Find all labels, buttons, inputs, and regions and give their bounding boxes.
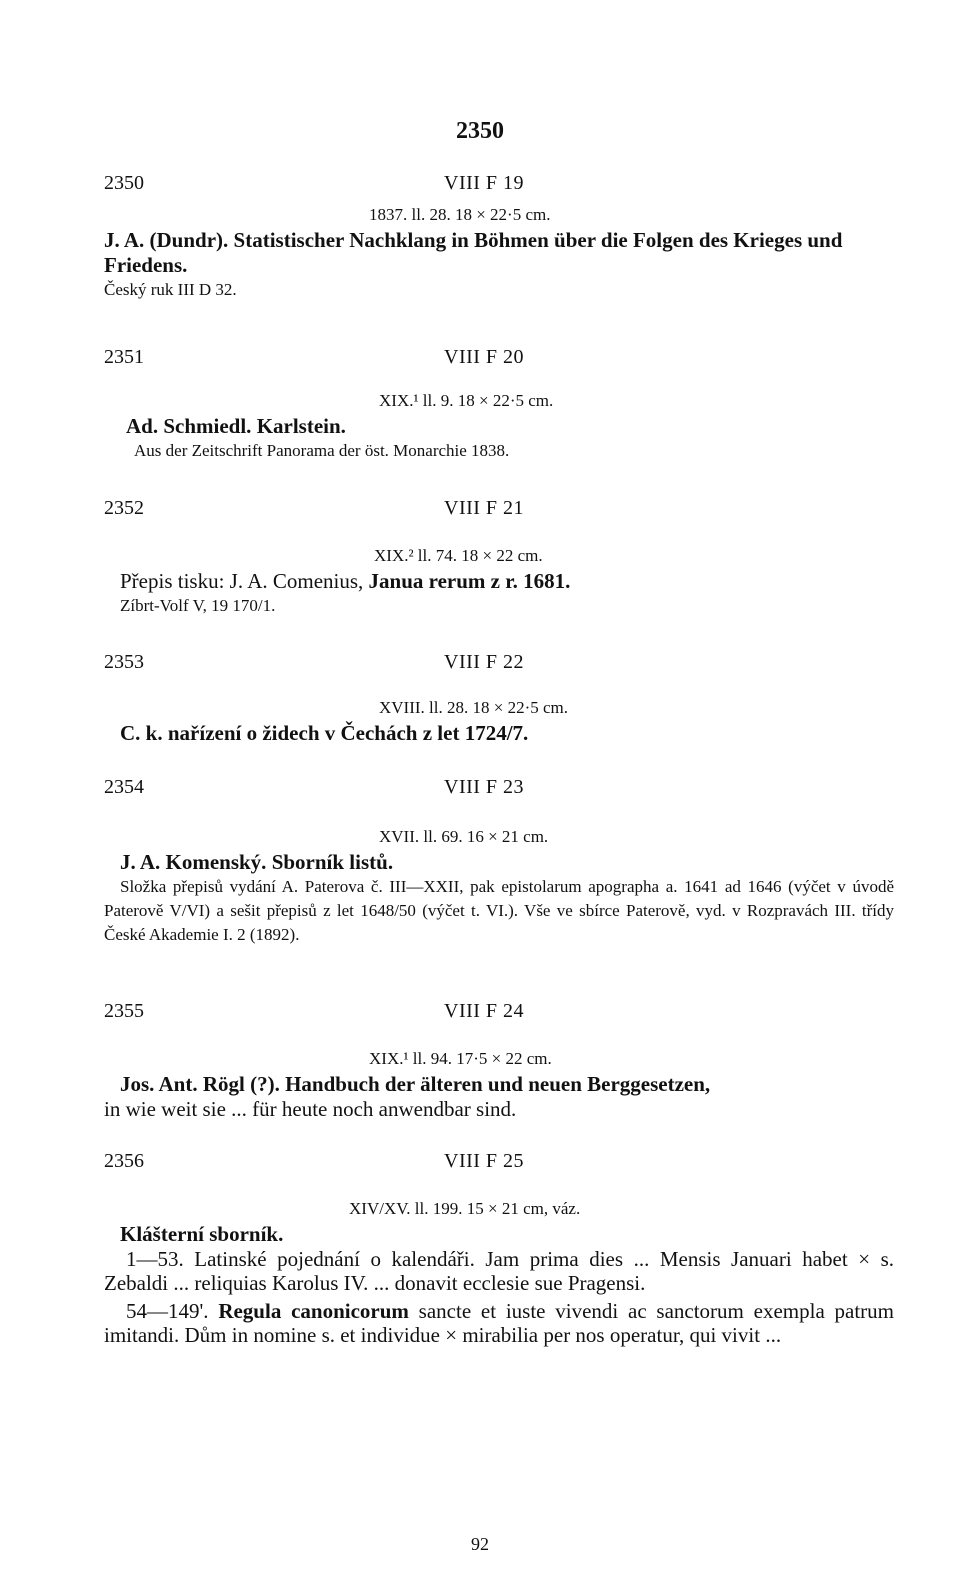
entry-author: J. A. Komenský. [120,850,267,874]
physical-description: XIV/XV. ll. 199. 15 × 21 cm, váz. [349,1199,581,1218]
catalog-entry-2351 [104,346,894,463]
shelf-signature: VIII F 22 [444,651,525,673]
physical-description: XIX.¹ ll. 9. 18 × 22·5 cm. [379,391,554,410]
entry-note: Složka přepisů vydání A. Paterova č. III—XXII, pak epistolarum apographa a. 1641 ad 1646 (výčet v úvodě Paterově V/VI) a sešit přepisů z let 1648/50 (výčet t. VI.). Vše ve sbírce Paterově, vyd. v Rozpravách III. třídy České Akademie I. 2 (1892). [104,877,894,944]
content-paragraph [104,1247,894,1295]
entry-author: Ad. Schmiedl. [126,414,252,438]
catalog-entry-2353 [104,651,894,746]
page-header: 2350 [456,118,504,144]
entry-title-text: Handbuch der älteren und neuen Berggesetzen, [285,1072,711,1096]
shelf-signature: VIII F 19 [444,172,525,194]
entry-title-text: Sborník listů. [271,850,394,874]
entry-number: 2350 [104,172,144,194]
catalog-entry-2354 [104,776,894,947]
content-paragraph [104,1299,894,1347]
entry-note: Český ruk III D 32. [104,280,237,299]
entry-title [120,850,894,875]
entry-number: 2351 [104,346,144,368]
entry-author: Klášterní sborník. [120,1222,284,1246]
entry-note: Zíbrt-Volf V, 19 170/1. [120,596,276,615]
entry-number: 2353 [104,651,144,673]
entry-title [120,569,894,594]
entry-title-text: Karlstein. [256,414,346,438]
entry-number: 2356 [104,1150,144,1172]
paragraph-text: sancte et iuste vivendi ac sanctorum exempla patrum imitandi. Dům in nomine s. et individue × mirabilia per nos operatur, qui vivit ... [104,1299,895,1347]
entry-author: J. A. (Dundr). [104,228,229,252]
entry-author: C. k. [120,721,163,745]
folio-range: 1—53. [126,1247,184,1271]
shelf-signature: VIII F 24 [444,1000,525,1022]
physical-description: XIX.¹ ll. 94. 17·5 × 22 cm. [369,1049,552,1068]
paragraph-text: Latinské pojednání o kalendáři. Jam prima dies ... Mensis Januari habet × s. Zebaldi ... reliquias Karolus IV. ... donavit ecclesie sue Pragensi. [104,1247,894,1295]
page-number: 92 [471,1534,489,1554]
physical-description: 1837. ll. 28. 18 × 22·5 cm. [369,205,551,224]
shelf-signature: VIII F 23 [444,776,525,798]
entry-title-text: nařízení o židech v Čechách z let 1724/7. [167,721,529,745]
entry-title [126,414,894,439]
paragraph-bold-text: Regula canonicorum [218,1299,409,1323]
entry-title-text: Statistischer Nachklang in Böhmen über die Folgen des Krieges und Friedens. [104,228,843,277]
entry-number: 2354 [104,776,144,798]
entry-title [120,1222,894,1247]
shelf-signature: VIII F 21 [444,497,525,519]
entry-number: 2352 [104,497,144,519]
entry-title-text: Janua rerum z r. 1681. [368,569,571,593]
physical-description: XVIII. ll. 28. 18 × 22·5 cm. [379,698,569,717]
shelf-signature: VIII F 25 [444,1150,525,1172]
catalog-entry-2350 [104,172,894,302]
entry-title [120,721,894,746]
entry-title [120,1072,894,1097]
entry-number: 2355 [104,1000,144,1022]
entry-title [104,228,894,278]
shelf-signature: VIII F 20 [444,346,525,368]
entry-author: Jos. Ant. Rögl (?). [120,1072,280,1096]
catalog-entry-2352 [104,497,894,618]
entry-title-continued: in wie weit sie ... für heute noch anwendbar sind. [104,1097,517,1121]
folio-range: 54—149'. [126,1299,209,1323]
catalog-entry-2356 [104,1150,894,1347]
entry-note: Aus der Zeitschrift Panorama der öst. Monarchie 1838. [134,441,510,460]
entry-author: Přepis tisku: J. A. Comenius, [120,569,364,593]
physical-description: XIX.² ll. 74. 18 × 22 cm. [374,546,543,565]
physical-description: XVII. ll. 69. 16 × 21 cm. [379,827,549,846]
catalog-entry-2355 [104,1000,894,1122]
